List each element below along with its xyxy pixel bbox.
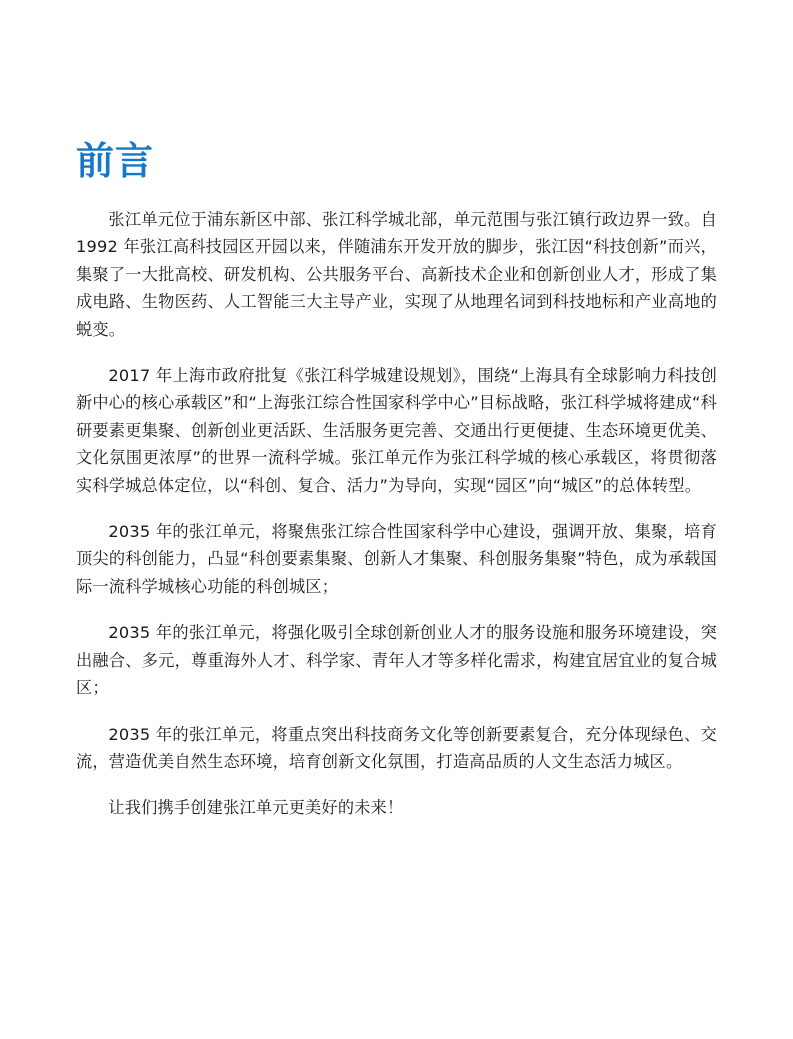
preface-body [76,206,717,841]
page-title: 前言 [76,139,155,183]
paragraph-vision-science-center: 2035 年的张江单元，将聚焦张江综合性国家科学中心建设，强调开放、集聚，培育顶尖的科创能力，凸显“科创要素集聚、创新人才集聚、科创服务集聚”特色，成为承载国际一流科学城核心功能的科创城区； [76,522,717,596]
paragraph-intro: 张江单元位于浦东新区中部、张江科学城北部，单元范围与张江镇行政边界一致。自 1992 年张江高科技园区开园以来，伴随浦东开发开放的脚步，张江因“科技创新”而兴，集聚了一大批高校、研发机构、公共服务平台、高新技术企业和创新创业人才，形成了集成电路、生物医药、人工智能三大主导产业，实现了从地理名词到科技地标和产业高地的蜕变。 [76,210,717,339]
paragraph-vision-ecology: 2035 年的张江单元，将重点突出科技商务文化等创新要素复合，充分体现绿色、交流，营造优美自然生态环境，培育创新文化氛围，打造高品质的人文生态活力城区。 [76,724,717,771]
paragraph-planning-2017: 2017 年上海市政府批复《张江科学城建设规划》，围绕“上海具有全球影响力科技创新中心的核心承载区”和“上海张江综合性国家科学中心”目标战略，张江科学城将建成“科研要素更集聚、创新创业更活跃、生活服务更完善、交通出行更便捷、生态环境更优美、文化氛围更浓厚”的世界一流科学城。张江单元作为张江科学城的核心承载区，将贯彻落实科学城总体定位，以“科创、复合、活力”为导向，实现“园区”向“城区”的总体转型。 [76,366,717,495]
paragraph-closing: 让我们携手创建张江单元更美好的未来！ [108,798,404,818]
paragraph-vision-talent: 2035 年的张江单元，将强化吸引全球创新创业人才的服务设施和服务环境建设，突出融合、多元，尊重海外人才、科学家、青年人才等多样化需求，构建宜居宜业的复合城区； [76,623,717,698]
